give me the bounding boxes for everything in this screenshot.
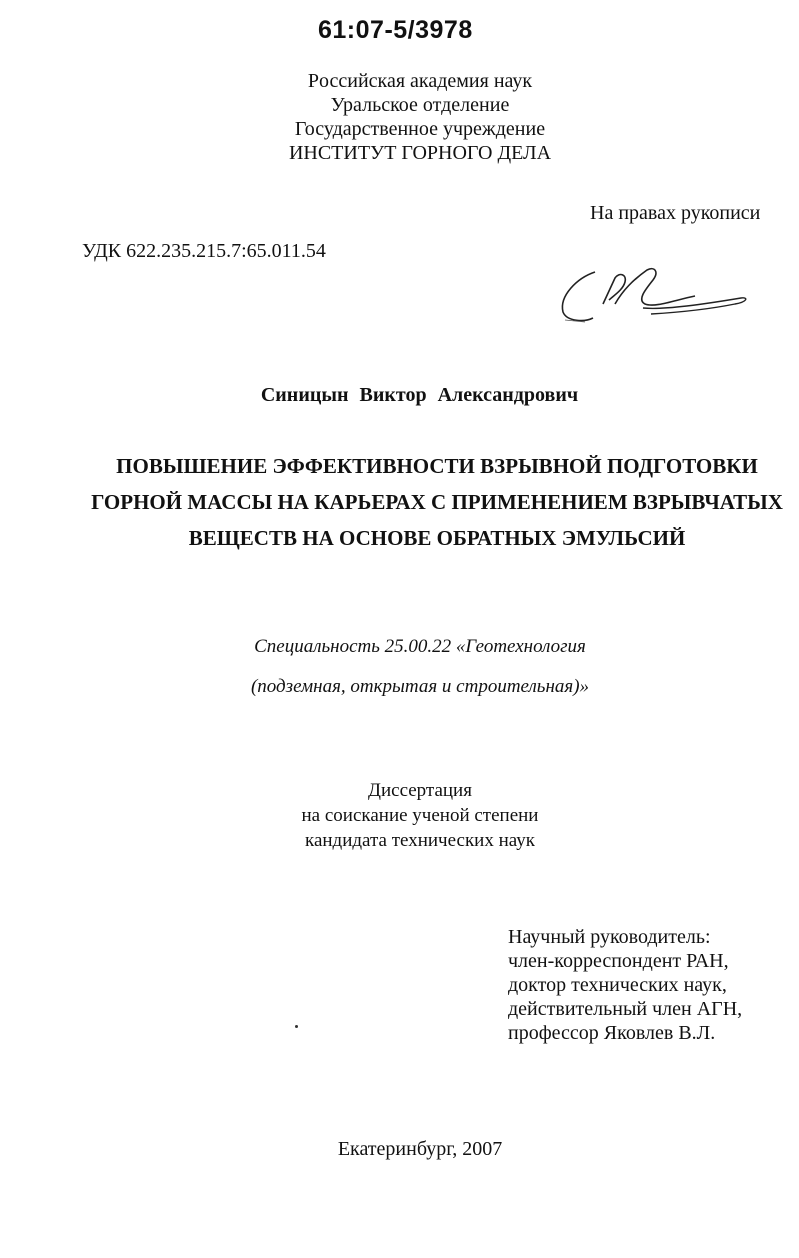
degree-purpose: на соискание ученой степени — [301, 805, 539, 826]
specialty-line-2: (подземная, открытая и строительная)» — [250, 676, 590, 697]
supervisor-title-3: действительный член АГН, — [508, 998, 743, 1020]
city-year: Екатеринбург, 2007 — [337, 1138, 503, 1160]
specialty-line-1: Специальность 25.00.22 «Геотехнология — [254, 636, 586, 657]
supervisor-title-1: член-корреспондент РАН, — [508, 950, 729, 972]
supervisor-name: профессор Яковлев В.Л. — [508, 1022, 716, 1044]
dissertation-title-line-2: ГОРНОЙ МАССЫ НА КАРЬЕРАХ С ПРИМЕНЕНИЕМ ВЗРЫВЧАТЫХ — [91, 490, 783, 514]
degree-type: Диссертация — [368, 780, 472, 801]
author-name: Синицын Виктор Александрович — [260, 384, 579, 406]
institution-type: Государственное учреждение — [294, 118, 546, 140]
degree-name: кандидата технических наук — [305, 830, 535, 851]
manuscript-rights-note: На правах рукописи — [590, 202, 761, 224]
dissertation-title-line-3: ВЕЩЕСТВ НА ОСНОВЕ ОБРАТНЫХ ЭМУЛЬСИЙ — [188, 526, 686, 550]
scan-speck — [295, 1025, 298, 1028]
udk-code: УДК 622.235.215.7:65.011.54 — [82, 240, 326, 262]
institution-academy: Pоссийская академия наук — [307, 70, 533, 92]
institution-branch: Уральское отделение — [330, 94, 510, 116]
archive-code: 61:07-5/3978 — [318, 16, 473, 44]
supervisor-title-2: доктор технических наук, — [508, 974, 727, 996]
dissertation-title-line-1: ПОВЫШЕНИЕ ЭФФЕКТИВНОСТИ ВЗРЫВНОЙ ПОДГОТОВКИ — [116, 454, 758, 478]
signature-image — [555, 260, 755, 330]
supervisor-heading: Научный руководитель: — [508, 926, 711, 948]
institution-name: ИНСТИТУТ ГОРНОГО ДЕЛА — [288, 142, 552, 164]
